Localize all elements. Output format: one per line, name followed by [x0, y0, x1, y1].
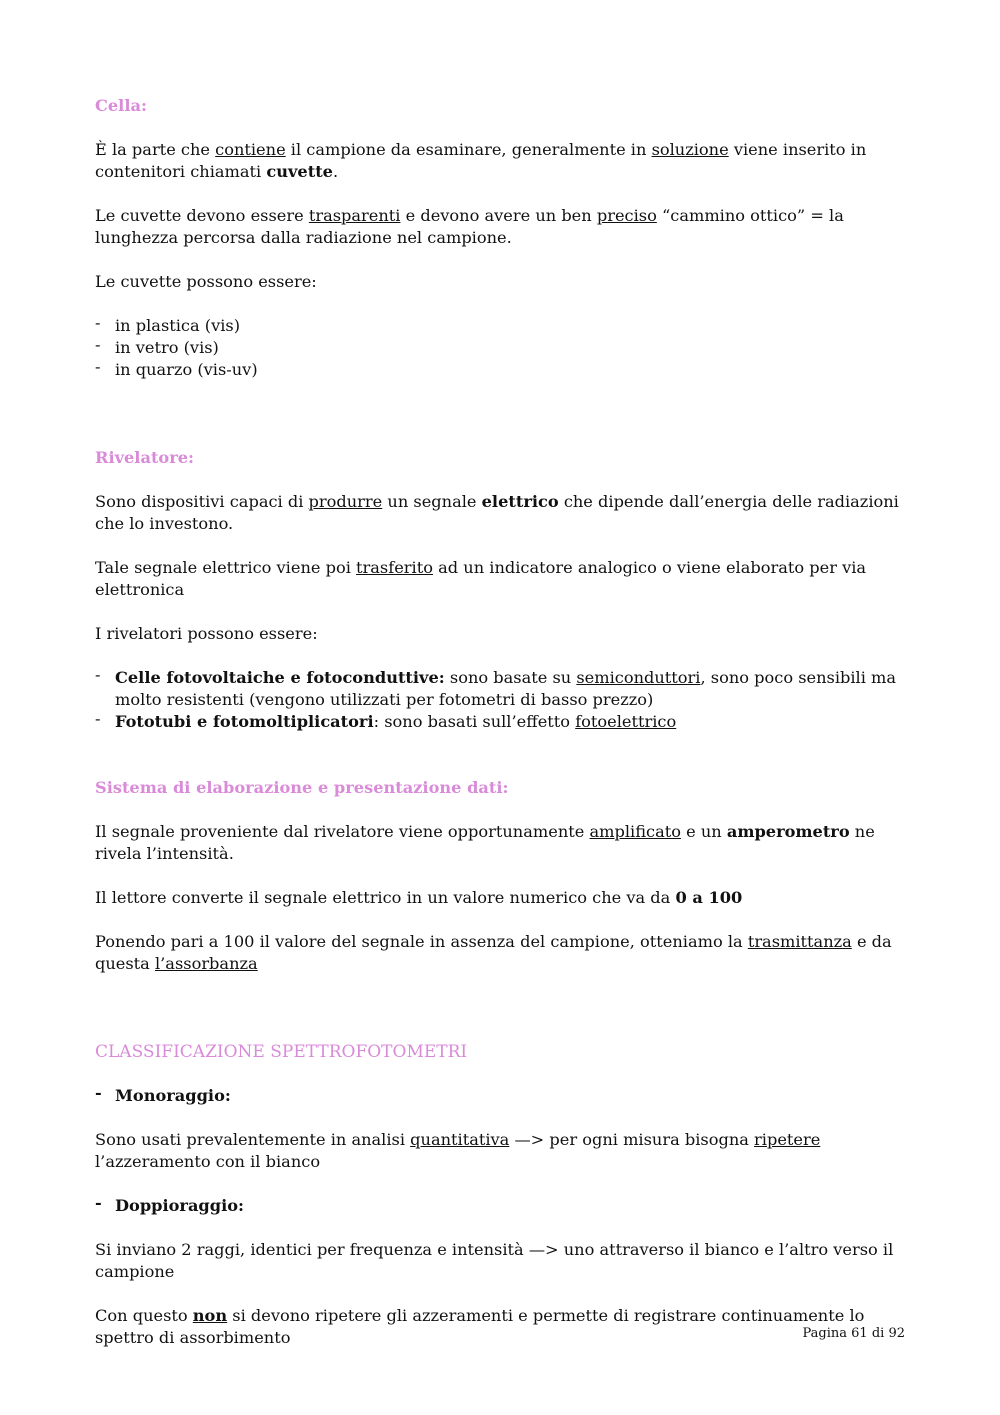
cella-paragraph-3: Le cuvette possono essere: — [95, 272, 317, 291]
list-item: - in vetro (vis) — [95, 337, 907, 359]
sistema-heading: Sistema di elaborazione e presentazione dati: — [95, 778, 509, 797]
text: l’azzeramento con il bianco — [95, 1152, 321, 1171]
text: “cammino ottico” = la lunghezza percorsa dalla radiazione nel campione. — [95, 206, 844, 247]
cella-heading: Cella: — [95, 96, 147, 115]
text: Il segnale proveniente dal rivelatore viene opportunamente — [95, 822, 590, 841]
underlined-text: preciso — [596, 206, 657, 225]
text: , sono poco sensibili ma molto resistenti (vengono utilizzati per fotometri di basso prezzo) — [115, 668, 897, 709]
text: si devono ripetere gli azzeramenti e permette di registrare continuamente lo spettro di assorbimento — [95, 1306, 865, 1347]
sistema-paragraph-2 — [95, 887, 907, 909]
rivelatore-paragraph-3: I rivelatori possono essere: — [95, 624, 318, 643]
list-item — [95, 711, 907, 733]
underlined-text: trasparenti — [308, 206, 401, 225]
sistema-paragraph-3 — [95, 931, 907, 975]
cella-paragraph-2 — [95, 205, 907, 249]
underlined-text: soluzione — [651, 140, 729, 159]
text: Sono usati prevalentemente in analisi — [95, 1130, 411, 1149]
text: e devono avere un ben — [400, 206, 597, 225]
doppioraggio-paragraph-2 — [95, 1305, 907, 1349]
text: e da questa — [95, 932, 892, 973]
classificazione-heading: CLASSIFICAZIONE SPETTROFOTOMETRI — [95, 1042, 468, 1062]
text: Ponendo pari a 100 il valore del segnale in assenza del campione, otteniamo la — [95, 932, 748, 951]
underlined-text: semiconduttori — [576, 668, 701, 687]
doppioraggio-heading: - Doppioraggio: — [95, 1195, 907, 1217]
text: Il lettore converte il segnale elettrico in un valore numerico che va da — [95, 888, 676, 907]
cuvette-list — [95, 315, 907, 381]
monoraggio-paragraph — [95, 1129, 907, 1173]
bold-underlined-text: non — [192, 1306, 228, 1325]
bold-text: elettrico — [481, 492, 559, 511]
rivelatore-paragraph-2 — [95, 557, 907, 601]
underlined-text: l’assorbanza — [154, 954, 258, 973]
bold-text: cuvette — [266, 162, 333, 181]
text: sono basate su — [444, 668, 577, 687]
list-item: - in quarzo (vis-uv) — [95, 359, 907, 381]
text: che dipende dall’energia delle radiazioni che lo investono. — [95, 492, 899, 533]
text: ad un indicatore analogico o viene elaborato per via elettronica — [95, 558, 867, 599]
rivelatore-paragraph-1 — [95, 491, 907, 535]
text: Sono dispositivi capaci di — [95, 492, 309, 511]
underlined-text: trasferito — [356, 558, 433, 577]
text: e un — [680, 822, 727, 841]
underlined-text: trasmittanza — [747, 932, 852, 951]
monoraggio-heading: - Monoraggio: — [95, 1085, 907, 1107]
text: È la parte che — [95, 140, 216, 159]
text: —> per ogni misura bisogna — [509, 1130, 755, 1149]
underlined-text: amplificato — [589, 822, 681, 841]
underlined-text: produrre — [308, 492, 383, 511]
list-item: - in plastica (vis) — [95, 315, 907, 337]
rivelatore-heading: Rivelatore: — [95, 448, 195, 467]
bold-text: amperometro — [726, 822, 850, 841]
underlined-text: ripetere — [754, 1130, 821, 1149]
document-page — [95, 95, 907, 1349]
sistema-paragraph-1 — [95, 821, 907, 865]
rivelatori-list — [95, 667, 907, 733]
text: Le cuvette devono essere — [95, 206, 309, 225]
page-number: Pagina 61 di 92 — [802, 1326, 905, 1341]
bold-text: Celle fotovoltaiche e fotoconduttive: — [115, 668, 445, 687]
bold-text: Fototubi e fotomoltiplicatori — [115, 712, 374, 731]
underlined-text: quantitativa — [410, 1130, 510, 1149]
text: ne rivela l’intensità. — [95, 822, 875, 863]
text: un segnale — [382, 492, 482, 511]
text: Con questo — [95, 1306, 193, 1325]
underlined-text: contiene — [215, 140, 286, 159]
bold-text: 0 a 100 — [675, 888, 743, 907]
underlined-text: fotoelettrico — [575, 712, 677, 731]
text: . — [332, 162, 339, 181]
text: Tale segnale elettrico viene poi — [95, 558, 357, 577]
cella-paragraph-1 — [95, 139, 907, 183]
text: viene inserito in contenitori chiamati — [95, 140, 867, 181]
text: : sono basati sull’effetto — [373, 712, 576, 731]
list-item — [95, 667, 907, 711]
doppioraggio-paragraph-1: Si inviano 2 raggi, identici per frequenza e intensità —> uno attraverso il bianco e l’altro verso il campione — [95, 1240, 894, 1281]
text: il campione da esaminare, generalmente in — [285, 140, 652, 159]
